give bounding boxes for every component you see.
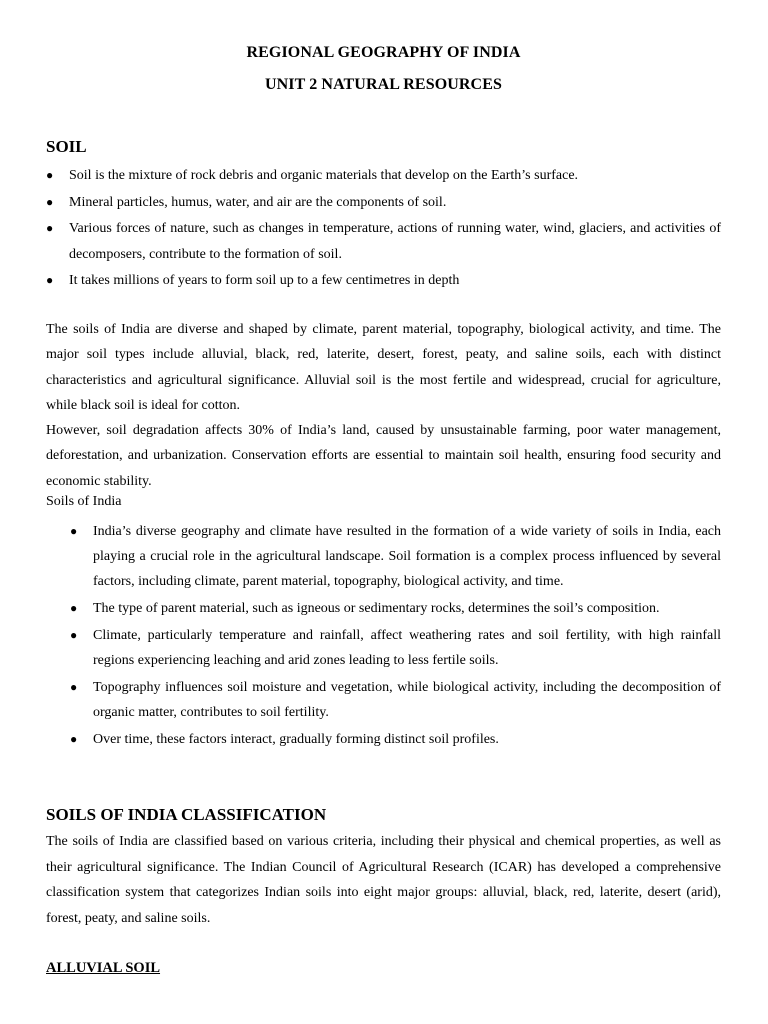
unit-title: UNIT 2 NATURAL RESOURCES [265,76,502,93]
classification-heading: SOILS OF INDIA CLASSIFICATION [46,805,327,824]
list-item: ● India’s diverse geography and climate have resulted in the formation of a wide variety of soils in India, each playing a crucial role in the agricultural landscape. Soil formation is a complex process influenced by several factors, including climate, parent material, topography, biological activity, and time. [93,519,721,594]
soils-of-india-label: Soils of India [46,494,122,509]
bullet-icon: ● [70,732,78,746]
list-item: ● It takes millions of years to form soil up to a few centimetres in depth [69,268,721,294]
bullet-icon: ● [70,524,78,538]
bullet-icon: ● [46,273,54,287]
bullet-icon: ● [70,628,78,642]
soil-heading: SOIL [46,137,87,156]
list-item: ● Climate, particularly temperature and rainfall, affect weathering rates and soil fertility, with high rainfall regions experiencing leaching and arid zones leading to less fertile soils. [93,623,721,673]
list-item: ● Mineral particles, humus, water, and air are the components of soil. [69,190,721,216]
alluvial-heading: ALLUVIAL SOIL [46,960,161,976]
bullet-icon: ● [46,194,54,209]
intro-section [46,317,721,494]
bullet-icon: ● [70,601,78,615]
soils-bullet-list [70,519,721,754]
bullet-icon: ● [70,680,78,694]
list-item: ● Soil is the mixture of rock debris and organic materials that develop on the Earth’s surface. [69,163,721,189]
list-item: ● The type of parent material, such as igneous or sedimentary rocks, determines the soil’s composition. [93,596,721,621]
bullet-icon: ● [46,221,54,235]
list-item: ● Various forces of nature, such as changes in temperature, actions of running water, wind, glaciers, and activities of decomposers, contribute to the formation of soil. [69,216,721,267]
intro-paragraph: The soils of India are diverse and shaped by climate, parent material, topography, biological activity, and time. The major soil types include alluvial, black, red, laterite, desert, forest, peaty, and saline soils, each with distinct characteristics and agricultural significance. Alluvial soil is the most fertile and widespread, crucial for agriculture, while black soil is ideal for cotton. [46,322,721,413]
classification-paragraph: The soils of India are classified based on various criteria, including their physical and chemical properties, as well as their agricultural significance. The Indian Council of Agricultural Research (ICAR) has developed a comprehensive classification system that categorizes Indian soils into eight major groups: alluvial, black, red, laterite, desert (arid), forest, peaty, and saline soils. [46,834,721,926]
list-item: ● Over time, these factors interact, gradually forming distinct soil profiles. [93,727,721,752]
list-item: ● Topography influences soil moisture and vegetation, while biological activity, including the decomposition of organic matter, contributes to soil fertility. [93,675,721,725]
bullet-icon: ● [46,168,54,182]
soil-bullet-list [46,163,721,295]
degradation-paragraph: However, soil degradation affects 30% of India’s land, caused by unsustainable farming, poor water management, deforestation, and urbanization. Conservation efforts are essential to maintain soil health, ensuring food security and economic stability. [46,423,721,489]
document-title: REGIONAL GEOGRAPHY OF INDIA [246,44,521,61]
